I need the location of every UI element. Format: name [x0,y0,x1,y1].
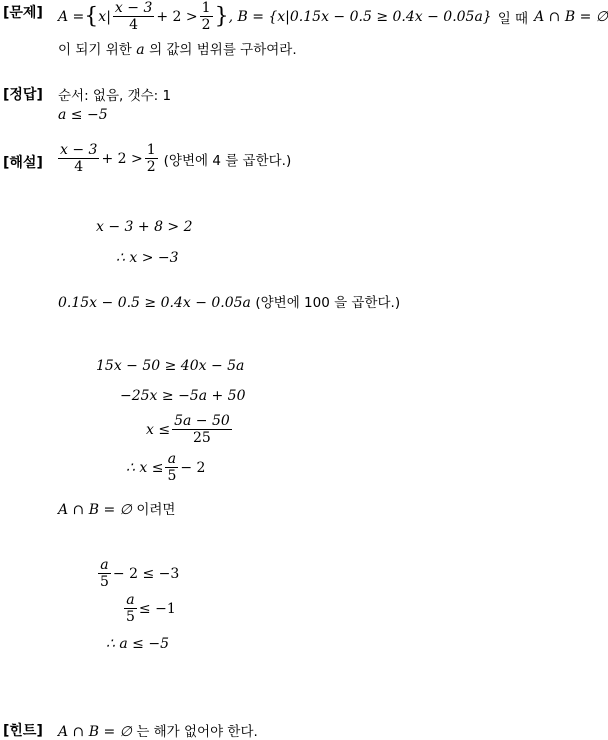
set-b: , B = {x|0.15x − 0.5 ≥ 0.4x − 0.05a} [228,8,492,25]
set-a-half: $\frac{1}{2}$ [201,0,211,33]
hint-line: A ∩ B = ∅ 는 해가 없어야 한다. [58,724,258,740]
solution-step-4: 0.15x − 0.5 ≥ 0.4x − 0.05a (양변에 100 을 곱한다.) [58,295,401,311]
solution-label: [해설] [3,155,43,171]
set-a-prefix: A = [58,8,85,25]
solution-step-10: $\frac{a}{5}$ − 2 ≤ −3 [100,557,180,590]
set-a-fraction: $\frac{x - 3}{4}$ [114,0,153,33]
solution-step-3: ∴ x > −3 [116,250,179,266]
solution-step-9: A ∩ B = ∅ 이려면 [58,502,176,518]
answer-label: [정답] [3,87,43,103]
brace-open: { [84,4,99,29]
hint-label: [힌트] [3,723,43,739]
solution-step-2: x − 3 + 8 > 2 [96,219,193,235]
answer-line-2: a ≤ −5 [58,107,108,123]
solution-step-1: $\frac{x - 3}{4}$ + 2 > $\frac{1}{2}$ (양변에 4 를 곱한다.) [60,142,292,175]
solution-step-12: ∴ a ≤ −5 [106,636,169,652]
problem-label: [문제] [3,5,43,21]
brace-close: } [214,4,229,29]
set-a-mid: + 2 > [156,8,198,25]
problem-line-1: A = { x | $\frac{x - 3}{4}$ + 2 > $\frac{1}{2}$ } , B = {x|0.15x − 0.5 ≥ 0.4x − 0.05a} 일 때 A ∩ B = ∅ [58,0,608,33]
solution-step-11: $\frac{a}{5}$ ≤ −1 [126,592,176,625]
answer-line-1: 순서: 없음, 갯수: 1 [58,88,172,104]
set-a-var: x [98,8,107,25]
solution-step-7: x ≤ $\frac{5a - 50}{25}$ [146,413,230,446]
problem-line-2: 이 되기 위한 a 의 값의 범위를 구하여라. [58,42,297,58]
condition: A ∩ B = ∅ [534,8,608,25]
solution-step-8: ∴ x ≤ $\frac{a}{5}$ − 2 [126,451,206,484]
when-text: 일 때 [497,10,529,27]
solution-step-6: −25x ≥ −5a + 50 [120,388,246,404]
solution-step-5: 15x − 50 ≥ 40x − 5a [96,358,245,374]
